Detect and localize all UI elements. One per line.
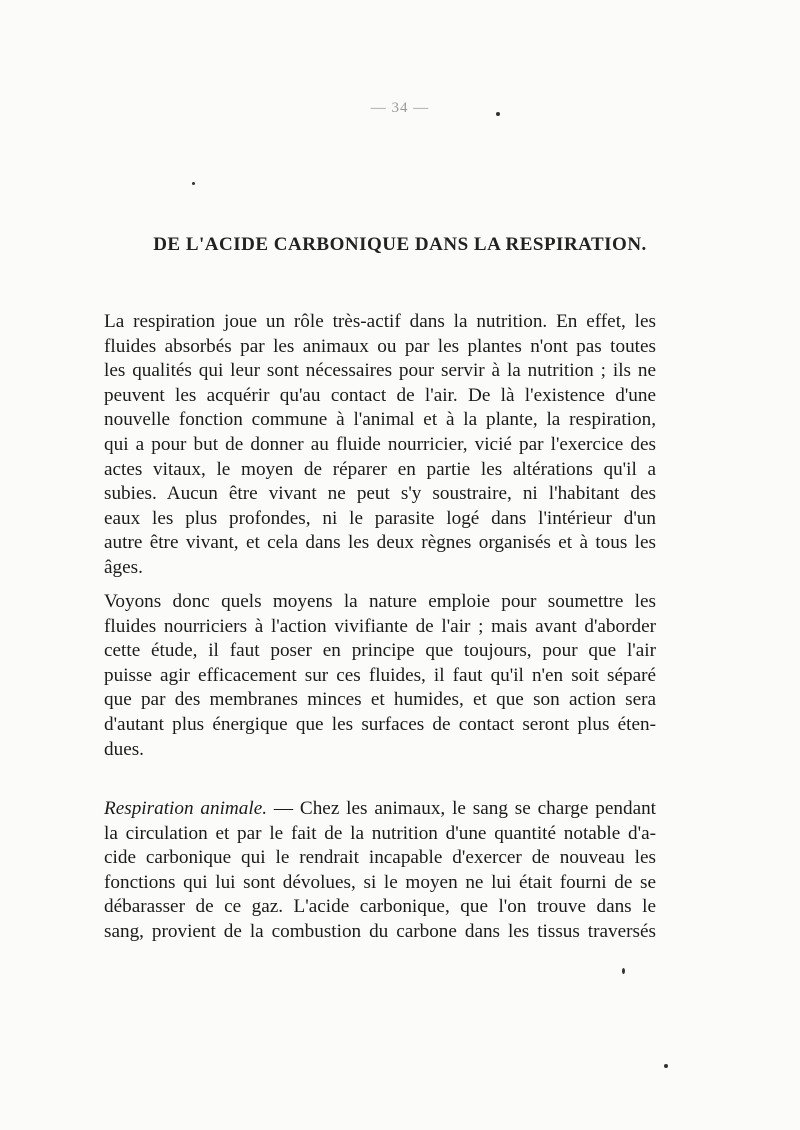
subsection-lead: Respiration animale. xyxy=(104,798,268,819)
paragraph-3 xyxy=(104,797,656,945)
text-line: les qualités qui leur sont nécessaires pour servir à la nutrition ; ils ne xyxy=(104,360,656,382)
text-line: d'autant plus énergique que les surfaces de contact seront plus éten- xyxy=(104,713,656,735)
text-line: subies. Aucun être vivant ne peut s'y soustraire, ni l'habitant des xyxy=(104,483,656,505)
text-line: qui a pour but de donner au fluide nourricier, vicié par l'exercice des xyxy=(104,433,656,455)
text-line: débarasser de ce gaz. L'acide carbonique, que l'on trouve dans le xyxy=(104,896,656,918)
page-number: — 34 — xyxy=(370,100,430,116)
text-line xyxy=(104,797,656,822)
text-line: peuvent les acquérir qu'au contact de l'air. De là l'existence d'une xyxy=(104,384,656,406)
text-line: dues. xyxy=(104,738,144,760)
text-line: fluides absorbés par les animaux ou par les plantes n'ont pas toutes xyxy=(104,335,656,357)
ink-speck xyxy=(192,182,195,185)
text-line: La respiration joue un rôle très-actif dans la nutrition. En effet, les xyxy=(104,311,656,332)
text-line: que par des membranes minces et humides, et que son action sera xyxy=(104,689,656,711)
text-line: nouvelle fonction commune à l'animal et à la plante, la respiration, xyxy=(104,409,656,431)
ink-speck xyxy=(622,968,625,974)
text-line: la circulation et par le fait de la nutrition d'une quantité notable d'a- xyxy=(104,822,656,844)
paragraph-1 xyxy=(104,310,656,581)
text-line: cette étude, il faut poser en principe que toujours, pour que l'air xyxy=(104,640,656,662)
text-run: — Chez les animaux, le sang se charge pendant xyxy=(267,798,657,819)
text-line: Voyons donc quels moyens la nature emploie pour soumettre les xyxy=(104,591,656,612)
text-line: sang, provient de la combustion du carbone dans les tissus traversés xyxy=(104,920,656,942)
text-line: fluides nourriciers à l'action vivifiante de l'air ; mais avant d'aborder xyxy=(104,615,656,637)
text-line: cide carbonique qui le rendrait incapable d'exercer de nouveau les xyxy=(104,847,656,869)
text-line: fonctions qui lui sont dévolues, si le moyen ne lui était fourni de se xyxy=(104,871,656,893)
text-line: puisse agir efficacement sur ces fluides, il faut qu'il n'en soit séparé xyxy=(104,664,656,686)
paragraph-2 xyxy=(104,590,656,762)
text-line: autre être vivant, et cela dans les deux règnes organisés et à tous les xyxy=(104,532,656,554)
text-line: actes vitaux, le moyen de réparer en partie les altérations qu'il a xyxy=(104,458,656,480)
text-line: eaux les plus profondes, ni le parasite logé dans l'intérieur d'un xyxy=(104,507,656,529)
ink-speck xyxy=(496,112,500,116)
section-title: DE L'ACIDE CARBONIQUE DANS LA RESPIRATION. xyxy=(153,234,647,255)
text-line: âges. xyxy=(104,556,143,578)
ink-speck xyxy=(664,1064,668,1068)
